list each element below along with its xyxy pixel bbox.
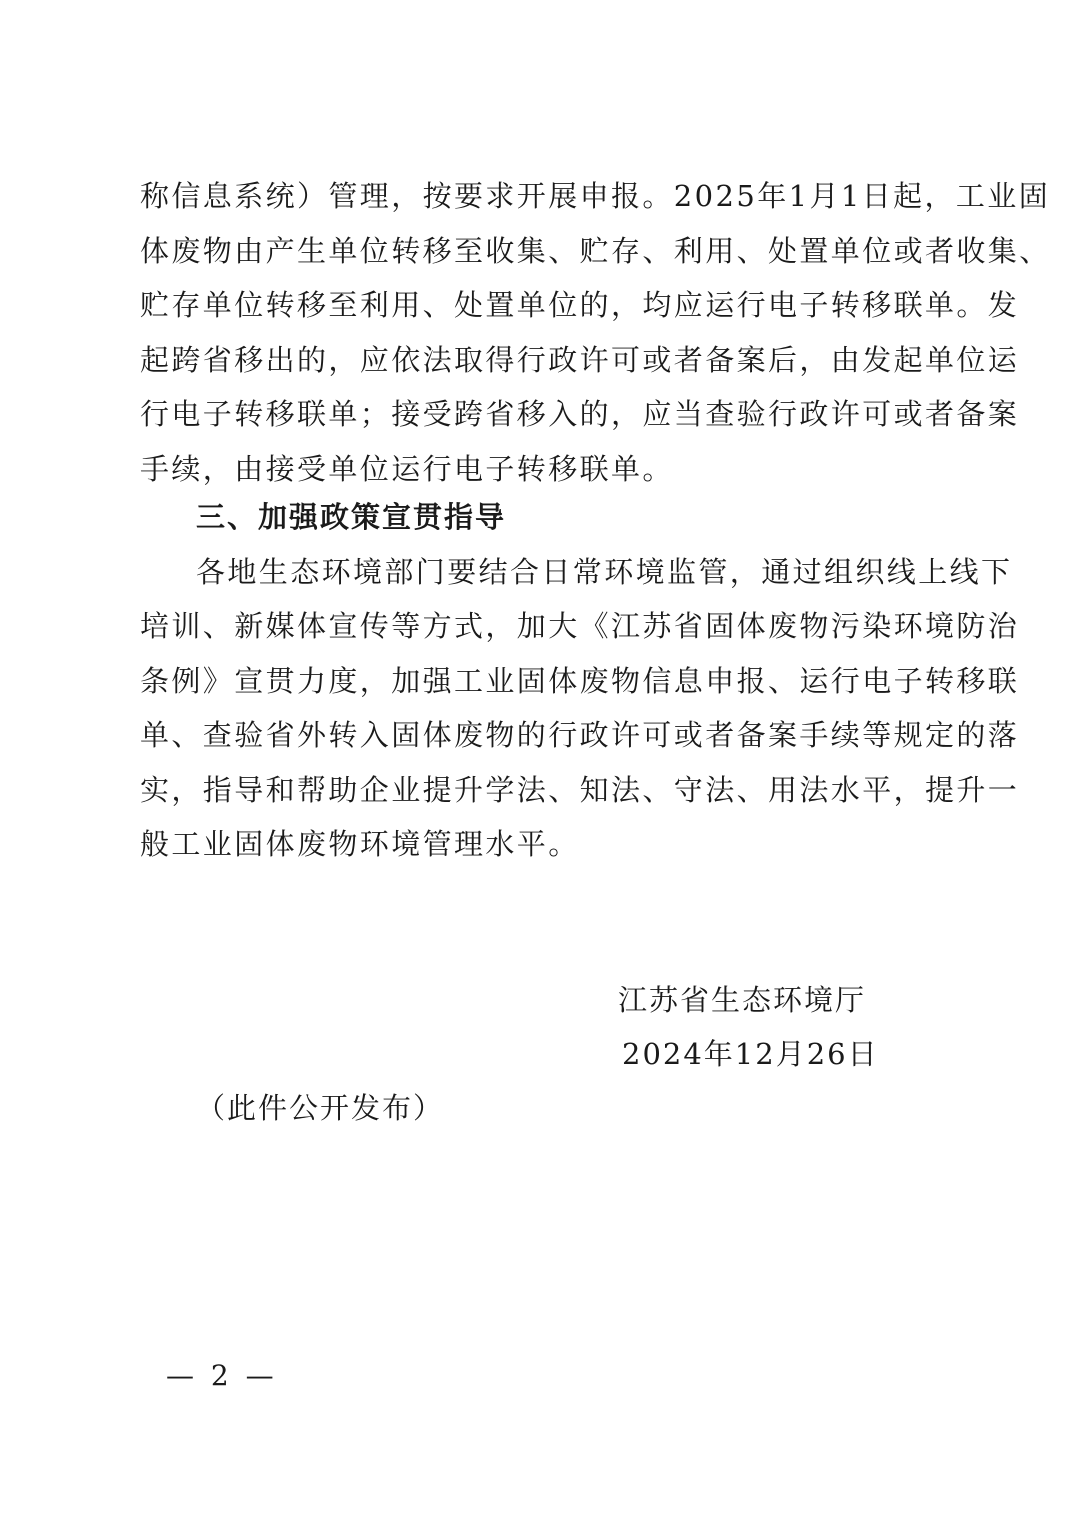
issue-date: 2024年12月26日 <box>622 1037 879 1071</box>
body-text-line: 称信息系统）管理，按要求开展申报。2025年1月1日起，工业固 <box>140 179 1051 213</box>
body-text-line: 条例》宣贯力度，加强工业固体废物信息申报、运行电子转移联 <box>140 664 1020 698</box>
body-text-line: 体废物由产生单位转移至收集、贮存、利用、处置单位或者收集、 <box>140 234 1051 268</box>
body-text-line: 单、查验省外转入固体废物的行政许可或者备案手续等规定的落 <box>140 718 1020 752</box>
body-text-line: 手续，由接受单位运行电子转移联单。 <box>140 452 674 486</box>
body-text-line: 培训、新媒体宣传等方式，加大《江苏省固体废物污染环境防治 <box>140 609 1020 643</box>
body-text-line: 实，指导和帮助企业提升学法、知法、守法、用法水平，提升一 <box>140 773 1020 807</box>
body-text-line: 般工业固体废物环境管理水平。 <box>140 827 580 861</box>
body-text-line: 行电子转移联单；接受跨省移入的，应当查验行政许可或者备案 <box>140 397 1020 431</box>
page-number: — 2 — <box>166 1359 278 1392</box>
body-text-line: 起跨省移出的，应依法取得行政许可或者备案后，由发起单位运 <box>140 343 1020 377</box>
section-heading: 三、加强政策宣贯指导 <box>196 500 507 534</box>
issuer-name: 江苏省生态环境厅 <box>618 983 867 1017</box>
publication-note: （此件公开发布） <box>196 1091 445 1125</box>
body-text-line: 贮存单位转移至利用、处置单位的，均应运行电子转移联单。发 <box>140 288 1020 322</box>
body-text-line: 各地生态环境部门要结合日常环境监管，通过组织线上线下 <box>196 555 1013 589</box>
